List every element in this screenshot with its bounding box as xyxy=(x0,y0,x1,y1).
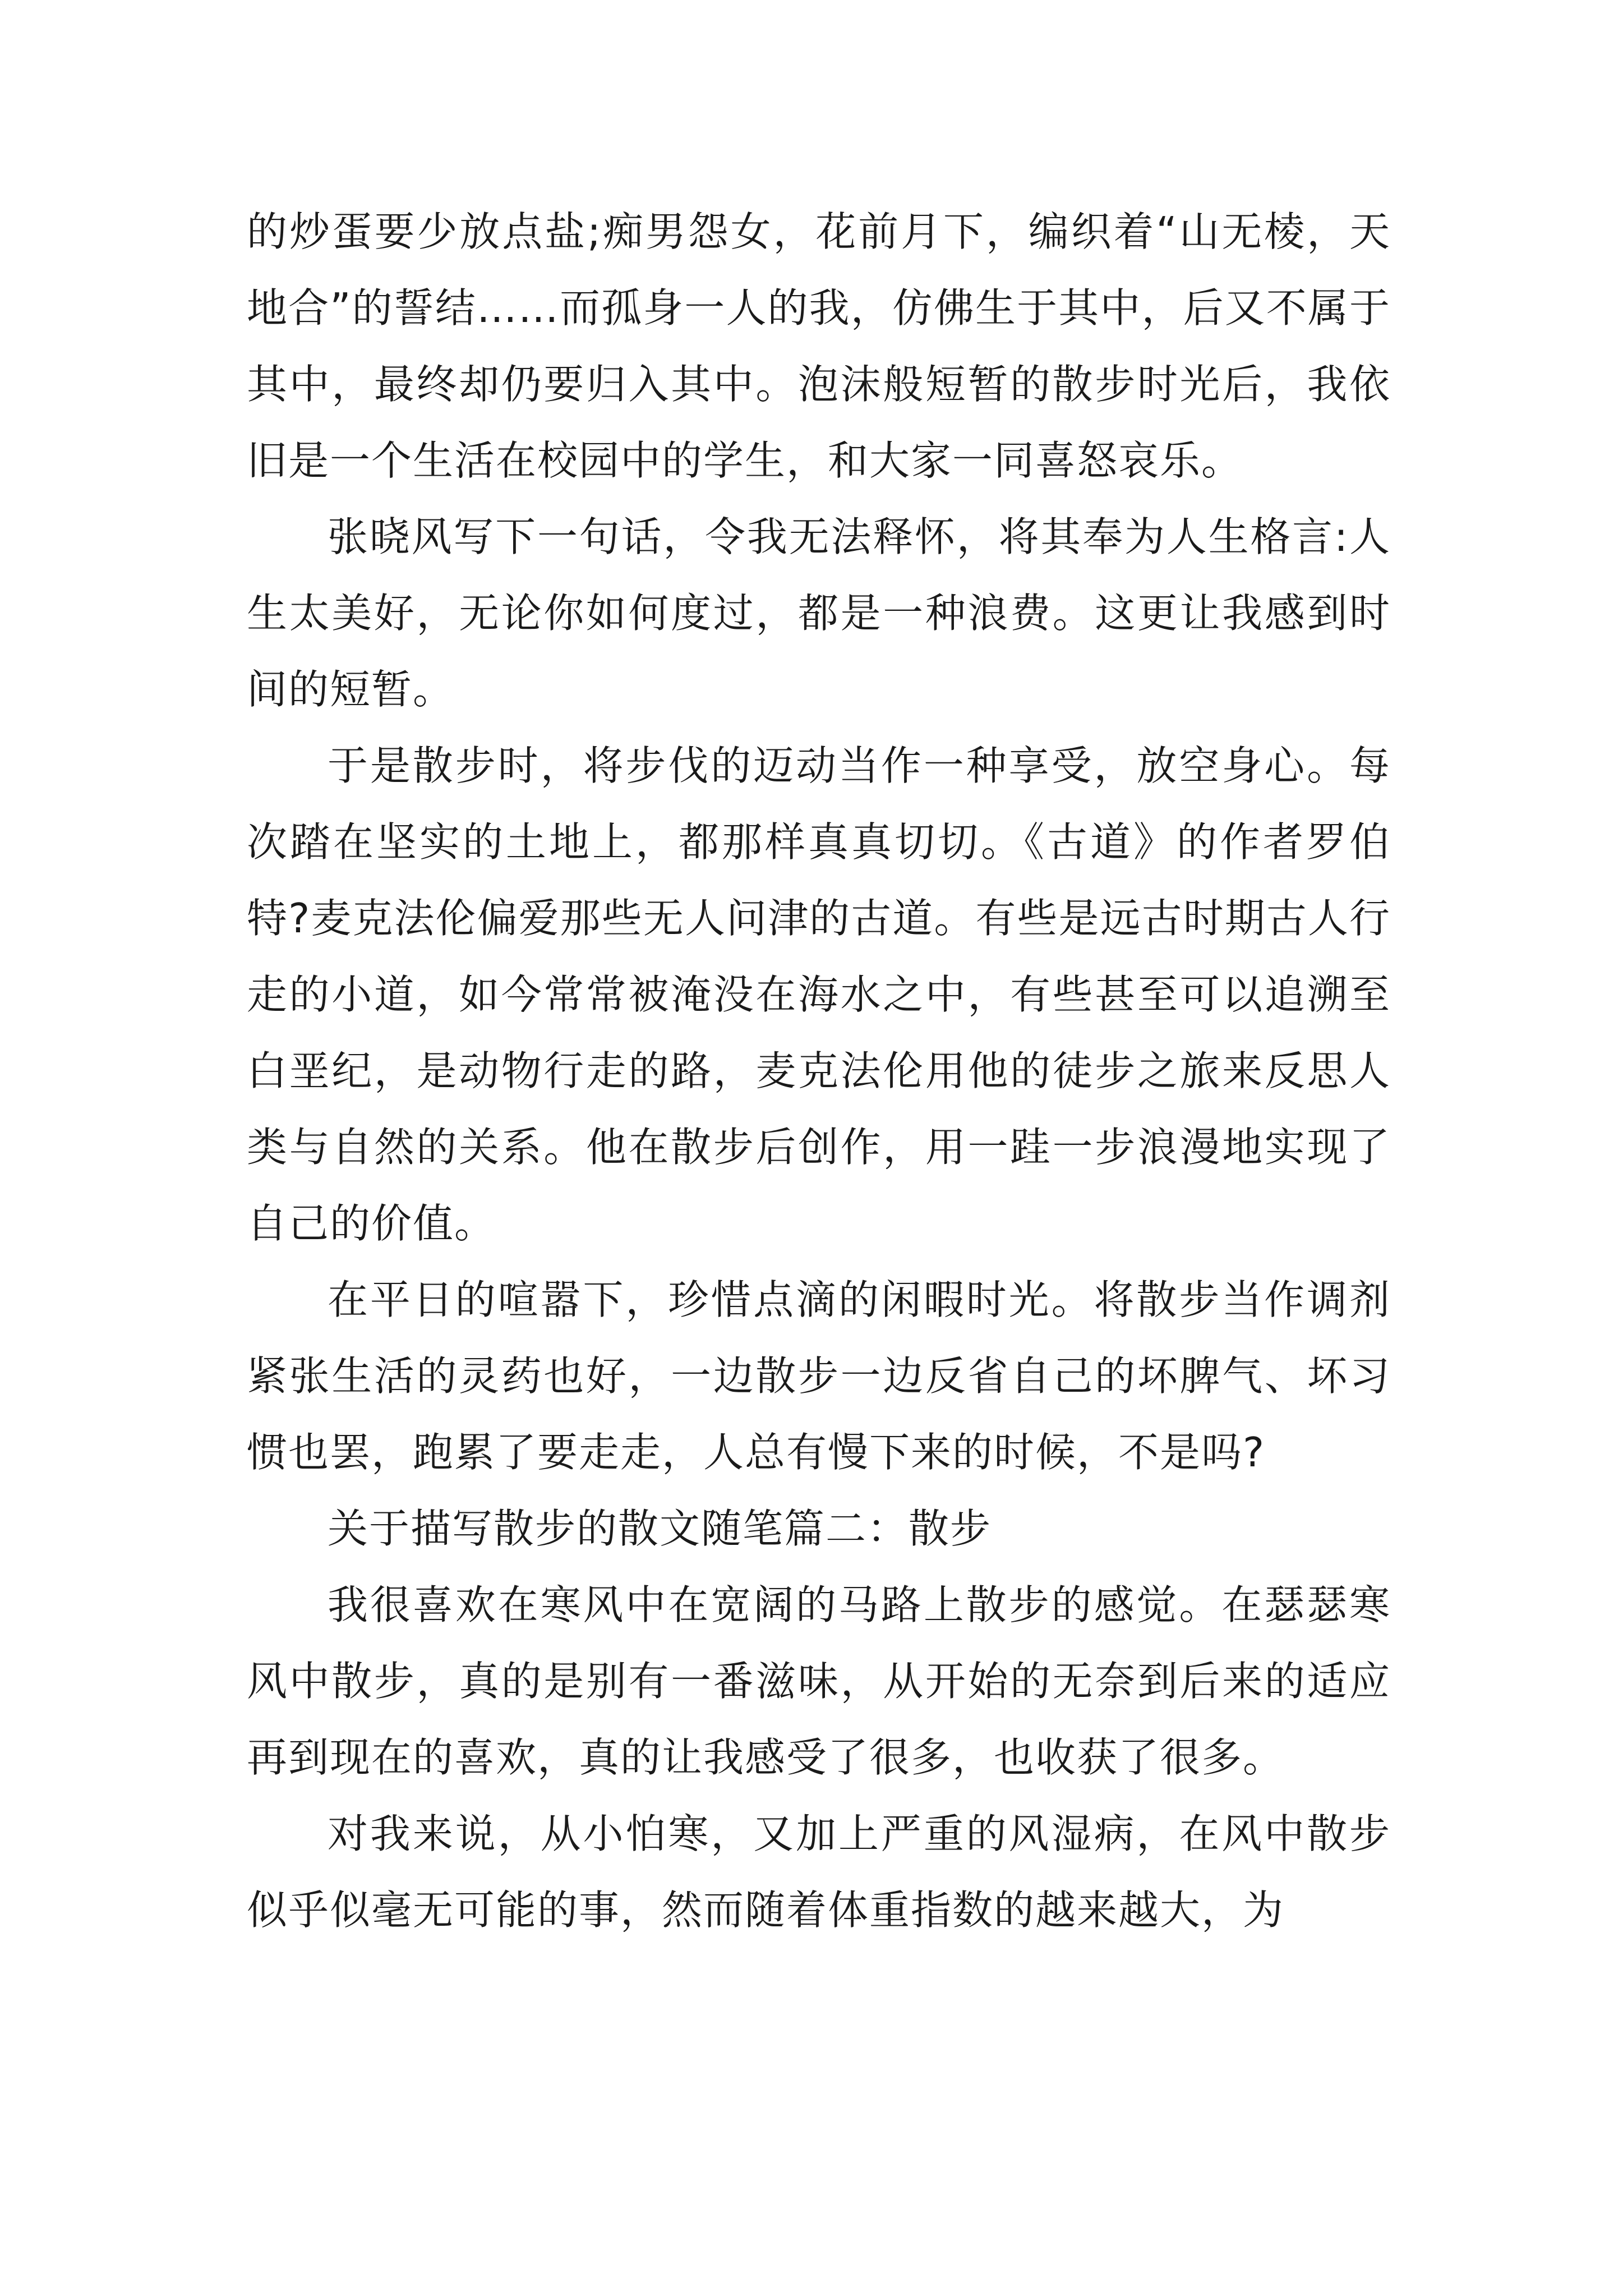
paragraph-2: 张晓风写下一句话，令我无法释怀，将其奉为人生格言:人生太美好，无论你如何度过，都是一种浪费。这更让我感到时间的短暂。 xyxy=(247,513,1391,713)
section-heading: 关于描写散步的散文随笔篇二：散步 xyxy=(328,1505,992,1552)
paragraph-5: 我很喜欢在寒风中在宽阔的马路上散步的感觉。在瑟瑟寒风中散步，真的是别有一番滋味，从开始的无奈到后来的适应再到现在的喜欢，真的让我感受了很多，也收获了很多。 xyxy=(247,1581,1391,1781)
body-text xyxy=(247,194,1391,1948)
paragraph-6: 对我来说，从小怕寒，又加上严重的风湿病，在风中散步似乎似毫无可能的事，然而随着体重指数的越来越大，为 xyxy=(247,1810,1391,1934)
paragraph-3: 于是散步时，将步伐的迈动当作一种享受，放空身心。每次踏在坚实的土地上，都那样真真切切。《古道》的作者罗伯特?麦克法伦偏爱那些无人问津的古道。有些是远古时期古人行走的小道，如今常常被淹没在海水之中，有些甚至可以追溯至白垩纪，是动物行走的路，麦克法伦用他的徒步之旅来反思人类与自然的关系。他在散步后创作，用一跬一步浪漫地实现了自己的价值。 xyxy=(247,742,1391,1247)
paragraph-1: 的炒蛋要少放点盐;痴男怨女，花前月下，编织着“山无棱，天地合”的誓结……而孤身一人的我，仿佛生于其中，后又不属于其中，最终却仍要归入其中。泡沫般短暂的散步时光后，我依旧是一个生活在校园中的学生，和大家一同喜怒哀乐。 xyxy=(247,208,1391,484)
paragraph-4: 在平日的喧嚣下，珍惜点滴的闲暇时光。将散步当作调剂紧张生活的灵药也好，一边散步一边反省自己的坏脾气、坏习惯也罢，跑累了要走走，人总有慢下来的时候，不是吗? xyxy=(247,1276,1391,1476)
